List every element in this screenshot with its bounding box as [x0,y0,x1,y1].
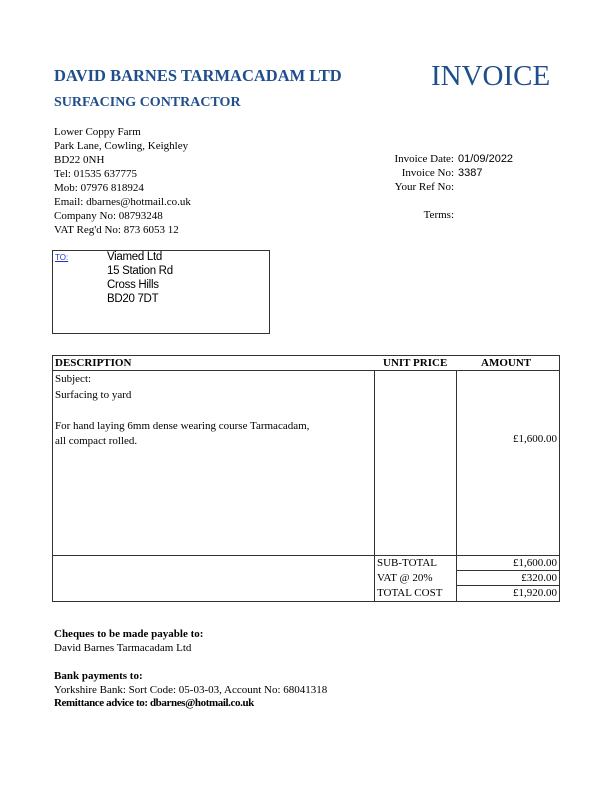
recipient-line: BD20 7DT [107,293,159,305]
recipient-line: Viamed Ltd [107,251,162,263]
address-line: Park Lane, Cowling, Keighley [54,140,189,152]
company-name: DAVID BARNES TARMACADAM LTD [54,66,342,85]
total-label: TOTAL COST [377,587,443,599]
email: Email: dbarnes@hotmail.co.uk [54,196,191,208]
line-amount: £1,600.00 [513,433,557,445]
total-value: £1,920.00 [513,587,557,599]
bank-details: Yorkshire Bank: Sort Code: 05-03-03, Account No: 68041318 [54,684,328,696]
description-line: For hand laying 6mm dense wearing course Tarmacadam, [55,419,310,432]
invoice-date-label: Invoice Date: [394,153,454,165]
company-subtitle: SURFACING CONTRACTOR [54,95,241,110]
header-amount: AMOUNT [481,357,532,369]
description-blank [55,403,309,419]
recipient-line: Cross Hills [107,279,159,291]
column-divider [374,370,375,601]
body-divider [53,555,559,556]
company-address [54,125,191,237]
vat-value: £320.00 [521,572,557,584]
address-line: Lower Coppy Farm [54,126,141,138]
description-cell [55,372,309,450]
subtotal-label: SUB-TOTAL [377,557,438,569]
subtotal-value: £1,600.00 [513,557,557,569]
invoice-no-label: Invoice No: [401,167,454,179]
terms-label: Terms: [423,209,454,221]
cheques-payee: David Barnes Tarmacadam Ltd [54,642,192,654]
description-line: Surfacing to yard [55,388,132,401]
header-description: DESCRIPTION [55,357,132,369]
remittance-advice: Remittance advice to: dbarnes@hotmail.co.uk [54,697,254,709]
invoice-no: 3387 [458,167,483,179]
description-line: Subject: [55,373,92,385]
address-line: BD22 0NH [54,154,105,166]
bank-heading: Bank payments to: [54,670,143,682]
row-divider [456,570,559,571]
column-divider [456,370,457,601]
recipient-box [52,250,270,334]
mobile: Mob: 07976 818924 [54,182,144,194]
vat-number: VAT Reg'd No: 873 6053 12 [54,224,179,236]
header-divider [53,370,559,371]
header-unit-price: UNIT PRICE [383,357,448,369]
ref-no-label: Your Ref No: [394,181,454,193]
description-line: all compact rolled. [55,435,138,447]
cheques-heading: Cheques to be made payable to: [54,628,204,640]
recipient-address [107,250,173,306]
invoice-date: 01/09/2022 [458,153,514,165]
vat-label: VAT @ 20% [377,572,433,584]
recipient-line: 15 Station Rd [107,265,173,277]
invoice-title: INVOICE [431,60,551,92]
company-number: Company No: 08793248 [54,210,163,222]
to-label: TO: [55,253,69,262]
row-divider [456,585,559,586]
invoice-table [52,355,560,602]
phone: Tel: 01535 637775 [54,168,137,180]
